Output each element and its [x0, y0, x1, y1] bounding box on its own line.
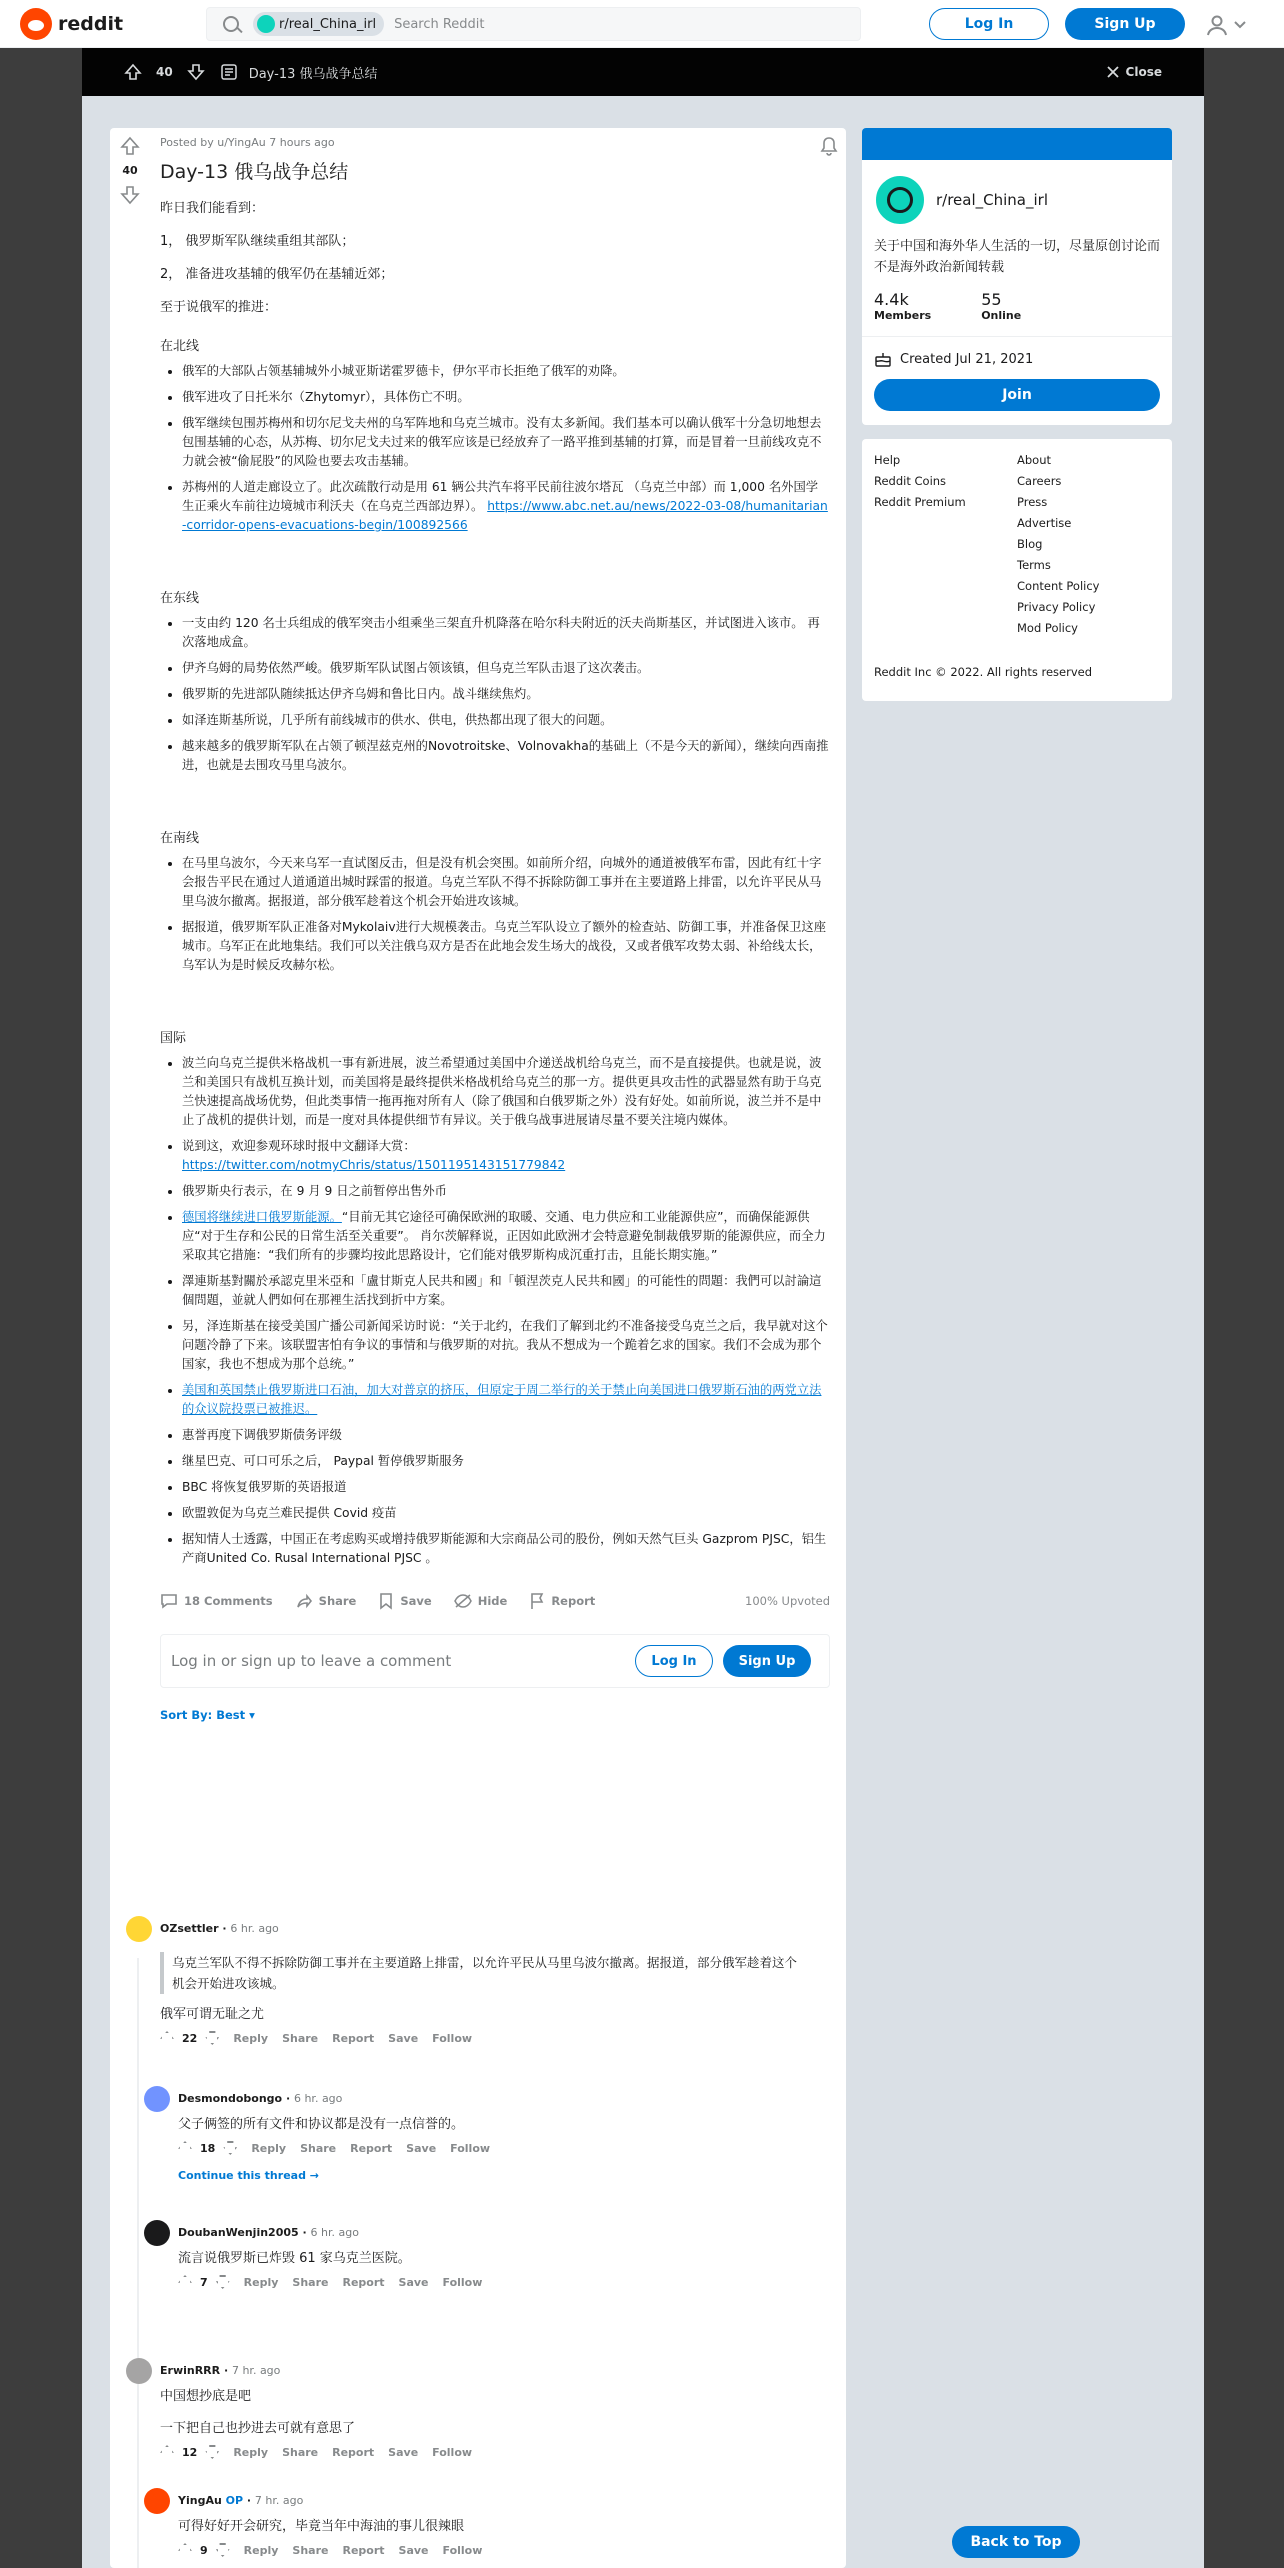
join-button[interactable]: Join	[874, 379, 1160, 411]
created-label: Created Jul 21, 2021	[900, 351, 1034, 367]
avatar[interactable]	[126, 1916, 152, 1942]
upvote-icon[interactable]	[120, 136, 140, 156]
sort-dropdown[interactable]	[160, 1708, 830, 1722]
comment-text: 一下把自己也抄进去可就有意思了	[160, 2421, 356, 2436]
germany-energy-link[interactable]: 德国将继续进口俄罗斯能源。	[182, 1210, 342, 1224]
footer-link[interactable]: About	[1017, 453, 1052, 467]
post-meta: Posted by u/YingAu 7 hours ago	[160, 136, 335, 149]
follow-button[interactable]: Follow	[442, 2275, 483, 2289]
post-topbar	[82, 48, 1204, 96]
intl-list	[182, 1054, 830, 1568]
footer-link[interactable]: Reddit Coins	[874, 474, 947, 488]
comment-text: 中国想抄底是吧	[160, 2389, 252, 2404]
created-date	[862, 337, 1172, 367]
comment-actions	[160, 2445, 810, 2459]
post-paragraph: 昨日我们能看到：	[160, 201, 265, 216]
comments-button[interactable]	[160, 1592, 273, 1610]
comment-text: 流言说俄罗斯已炸毁 61 家乌克兰医院。	[178, 2251, 411, 2266]
post-vote-column	[110, 128, 150, 205]
list-item	[182, 1381, 830, 1419]
avatar[interactable]	[144, 2488, 170, 2514]
copyright: Reddit Inc © 2022. All rights reserved	[874, 665, 1093, 679]
follow-button[interactable]: Follow	[450, 2141, 491, 2155]
community-card	[862, 128, 1172, 425]
save-button[interactable]	[378, 1592, 431, 1610]
comment-time: 6 hr. ago	[310, 2226, 359, 2239]
list-item: • 惠誉再度下调俄罗斯债务评级	[182, 1426, 830, 1445]
comment-quote: 乌克兰军队不得不拆除防御工事并在主要道路上排雷，以允许平民从马里乌波尔撤离。据报道，部分俄军趁着这个机会开始进攻该城。	[160, 1952, 810, 1994]
chip-label: r/real_China_irl	[279, 16, 377, 32]
section-heading-south: 在南线	[160, 831, 200, 846]
comment-score: 7	[200, 2275, 208, 2289]
hide-icon	[454, 1593, 472, 1609]
comment-author[interactable]: DoubanWenjin2005 · 6 hr. ago	[178, 2226, 359, 2239]
username[interactable]: ErwinRRR	[160, 2364, 221, 2377]
comment-actions	[178, 2141, 798, 2155]
report-button[interactable]: Report	[332, 2031, 375, 2045]
footer-card	[862, 439, 1172, 701]
post-paragraph: 至于说俄军的推进：	[160, 300, 278, 315]
comment-score: 18	[200, 2141, 216, 2155]
caret-down-icon: ▾	[249, 1708, 255, 1722]
list-item: • BBC 将恢复俄罗斯的英语报道	[182, 1478, 830, 1497]
footer-links	[862, 439, 1172, 635]
save-button[interactable]: Save	[406, 2141, 437, 2155]
upvote-icon[interactable]	[160, 2445, 174, 2459]
list-item: • 俄罗斯央行表示，在 9 月 9 日之前暂停出售外币	[182, 1182, 830, 1201]
comment-score: 9	[200, 2543, 208, 2557]
avatar[interactable]	[144, 2220, 170, 2246]
members-label: Members	[874, 309, 932, 322]
community-stats	[862, 278, 1172, 337]
upvote-icon[interactable]	[124, 63, 142, 81]
save-label: Save	[400, 1594, 432, 1608]
section-heading-north: 在北线	[160, 339, 200, 354]
post-paragraph: 1， 俄罗斯军队继续重组其部队；	[160, 234, 355, 249]
save-button[interactable]: Save	[388, 2445, 419, 2459]
topbar-title: Day-13 俄乌战争总结	[248, 66, 378, 82]
downvote-icon[interactable]	[187, 63, 205, 81]
footer-link[interactable]: Help	[874, 453, 901, 467]
community-icon[interactable]	[874, 174, 926, 226]
comment-icon	[160, 1592, 178, 1610]
east-list	[182, 614, 830, 775]
comment-author[interactable]: YingAu OP · 7 hr. ago	[178, 2494, 304, 2507]
community-icon	[257, 15, 275, 33]
downvote-icon[interactable]	[223, 2141, 237, 2155]
bookmark-icon	[378, 1592, 394, 1610]
members-count: 4.4k	[874, 290, 909, 309]
upvote-icon[interactable]	[178, 2141, 192, 2155]
downvote-icon[interactable]	[205, 2445, 219, 2459]
community-header	[862, 160, 1172, 226]
close-button[interactable]	[1106, 65, 1162, 79]
list-item: • 伊齐乌姆的局势依然严峻。俄罗斯军队试图占领该镇，但乌克兰军队击退了这次袭击。	[182, 659, 830, 678]
follow-button[interactable]: Follow	[432, 2445, 473, 2459]
list-item: • 据报道，俄罗斯军队正准备对Mykolaiv进行大规模袭击。乌克兰军队设立了额外的检查站、防御工事，并准备保卫这座城市。乌军正在此地集结。我们可以关注俄乌双方是否在此地会发生场大的战役，又或者俄军攻势太弱、补给线太长，乌军认为是时候反攻赫尔松。	[182, 918, 830, 975]
username[interactable]: Desmondobongo	[178, 2092, 283, 2105]
header-signup-button[interactable]: Sign Up	[1065, 8, 1185, 40]
north-list	[182, 362, 830, 535]
comment-login-button[interactable]: Log In	[635, 1645, 713, 1677]
online-label: Online	[981, 309, 1022, 322]
reply-button[interactable]: Reply	[243, 2275, 279, 2289]
upvote-ratio: 100% Upvoted	[745, 1594, 830, 1608]
post-type-icon	[221, 64, 237, 80]
share-label: Share	[318, 1594, 357, 1608]
comment-actions	[160, 2031, 810, 2045]
back-to-top-button[interactable]: Back to Top	[952, 2526, 1080, 2558]
username[interactable]: DoubanWenjin2005	[178, 2226, 299, 2239]
search-input[interactable]: Search Reddit	[394, 16, 485, 32]
reply-button[interactable]: Reply	[233, 2445, 269, 2459]
list-item: • 俄军的大部队占领基辅城外小城亚斯诺霍罗德卡，伊尔平市长拒绝了俄军的劝降。	[182, 362, 830, 381]
follow-button[interactable]: Follow	[442, 2543, 483, 2557]
footer-link[interactable]: Advertise	[1017, 516, 1072, 530]
list-item: • 据知情人士透露，中国正在考虑购买或增持俄罗斯能源和大宗商品公司的股份，例如天然气巨头 Gazprom PJSC，铝生产商United Co. Rusal International PJSC 。	[182, 1530, 830, 1568]
upvote-icon[interactable]	[178, 2275, 192, 2289]
list-item: • 继星巴克、可口可乐之后， Paypal 暂停俄罗斯服务	[182, 1452, 830, 1471]
post-card	[110, 128, 846, 2568]
twitter-link[interactable]: https://twitter.com/notmyChris/status/1501195143151779842	[182, 1158, 566, 1172]
report-label: Report	[551, 1594, 596, 1608]
post-title: Day-13 俄乌战争总结	[160, 161, 349, 183]
comment-score: 22	[182, 2031, 198, 2045]
comment-actions	[178, 2543, 798, 2557]
upvote-icon[interactable]	[178, 2543, 192, 2557]
comment-text: 俄军可谓无耻之尤	[160, 2007, 265, 2022]
list-item: • 一支由约 120 名士兵组成的俄军突击小组乘坐三架直升机降落在哈尔科夫附近的沃夫尚斯基区，并试图进入该市。 再次落地成盒。	[182, 614, 830, 652]
backdrop-right[interactable]	[1204, 48, 1284, 2568]
footer-link[interactable]: Blog	[1017, 537, 1043, 551]
list-item: • 越来越多的俄罗斯军队在占领了顿涅兹克州的Novotroitske、Volnovakha的基础上（不是今天的新闻），继续向西南推进，也就是去围攻马里乌波尔。	[182, 737, 830, 775]
downvote-icon[interactable]	[216, 2543, 230, 2557]
share-button[interactable]: Share	[292, 2543, 329, 2557]
section-heading-intl: 国际	[160, 1031, 187, 1046]
comment-actions	[178, 2275, 798, 2289]
close-label: Close	[1125, 65, 1162, 79]
continue-thread-label: Continue this thread	[178, 2169, 306, 2182]
avatar[interactable]	[144, 2086, 170, 2112]
list-item: • 欧盟敦促为乌克兰难民提供 Covid 疫苗	[182, 1504, 830, 1523]
search-icon	[223, 16, 239, 32]
post-body	[160, 136, 830, 1722]
user-icon	[1206, 14, 1228, 36]
list-item: • 如泽连斯基所说，几乎所有前线城市的供水、供电，供热都出现了很大的问题。	[182, 711, 830, 730]
logo-text: reddit	[58, 12, 124, 35]
reddit-logo[interactable]	[20, 8, 123, 40]
follow-button[interactable]: Follow	[432, 2031, 473, 2045]
comment-text: 可得好好开会研究，毕竟当年中海油的事儿很辣眼	[178, 2519, 465, 2534]
list-item	[182, 1208, 830, 1265]
save-button[interactable]: Save	[398, 2543, 429, 2557]
reply-button[interactable]: Reply	[243, 2543, 279, 2557]
cake-icon	[874, 351, 892, 367]
comment-author[interactable]: ErwinRRR · 7 hr. ago	[160, 2364, 281, 2377]
comments-label: 18 Comments	[184, 1594, 273, 1608]
share-button[interactable]: Share	[282, 2445, 319, 2459]
flag-icon	[529, 1592, 545, 1610]
chevron-down-icon	[1234, 21, 1246, 29]
arrow-right-icon: →	[309, 2169, 320, 2182]
oil-ban-link[interactable]: 美国和英国禁止俄罗斯进口石油，加大对普京的挤压，但原定于周二举行的关于禁止向美国进口俄罗斯石油的两党立法的众议院投票已被推迟。	[182, 1383, 822, 1416]
footer-link[interactable]: Mod Policy	[1017, 621, 1078, 635]
comment-time: 7 hr. ago	[254, 2494, 304, 2507]
list-item: • 澤連斯基對關於承認克里米亞和「盧甘斯克人民共和國」和「頓涅茨克人民共和國」的可能性的問題：我們可以討論這個問題，並就人們如何在那裡生活找到折中方案。	[182, 1272, 830, 1310]
topbar-score: 40	[156, 65, 173, 79]
post-paragraph: 2， 准备进攻基辅的俄军仍在基辅近郊；	[160, 267, 394, 282]
login-prompt: Log in or sign up to leave a comment	[171, 1652, 452, 1670]
reply-button[interactable]: Reply	[233, 2031, 269, 2045]
comment-author[interactable]: OZsettler · 6 hr. ago	[160, 1922, 279, 1935]
community-banner	[862, 128, 1172, 160]
search-bar[interactable]	[206, 7, 861, 41]
list-item: • 另，泽连斯基在接受美国广播公司新闻采访时说：“关于北约，在我们了解到北约不准备接受乌克兰之后，我早就对这个问题冷静了下来。该联盟害怕有争议的事情和与俄罗斯的对抗。我从不想成为一个跪着乞求的国家。我们不会成为那个国家，我也不想成为那个总统。”	[182, 1317, 830, 1374]
save-button[interactable]: Save	[388, 2031, 419, 2045]
user-menu[interactable]	[1206, 14, 1246, 36]
footer-link[interactable]: Terms	[1017, 558, 1051, 572]
save-button[interactable]: Save	[398, 2275, 429, 2289]
share-button[interactable]: Share	[300, 2141, 337, 2155]
footer-link[interactable]: Privacy Policy	[1017, 600, 1096, 614]
report-button[interactable]: Report	[342, 2543, 385, 2557]
comment-text: 父子俩签的所有文件和协议都是没有一点信誉的。	[178, 2117, 465, 2132]
downvote-icon[interactable]	[205, 2031, 219, 2045]
downvote-icon[interactable]	[216, 2275, 230, 2289]
post-actions	[160, 1584, 830, 1618]
report-button[interactable]: Report	[332, 2445, 375, 2459]
upvote-icon[interactable]	[160, 2031, 174, 2045]
avatar[interactable]	[126, 2358, 152, 2384]
list-item: • 俄罗斯的先进部队随续抵达伊齐乌姆和鲁比日内。战斗继续焦灼。	[182, 685, 830, 704]
footer-link[interactable]: Press	[1017, 495, 1048, 509]
share-icon	[295, 1592, 313, 1610]
footer-link[interactable]: Careers	[1017, 474, 1062, 488]
list-item	[182, 478, 830, 535]
footer-link[interactable]: Reddit Premium	[874, 495, 966, 509]
reddit-alien-icon	[20, 8, 52, 40]
list-item: • 波兰向乌克兰提供米格战机一事有新进展，波兰希望通过美国中介递送战机给乌克兰，而不是直接提供。也就是说，波兰和美国只有战机互换计划，而美国将是最终提供米格战机给乌克兰的那一方。提供更具攻击性的武器显然有助于乌克兰快速提高战场优势，但此类事情一拖再拖对所有人（除了俄国和白俄罗斯之外）没有好处。如前所说，波兰并不是中止了战机的提供计划，而是一度对具体提供细节有异议。关于俄乌战事进展请尽量不要关注境内媒体。	[182, 1054, 830, 1130]
list-item: • 俄军继续包围苏梅州和切尔尼戈夫州的乌军阵地和乌克兰城市。没有太多新闻。我们基本可以确认俄军十分急切地想去包围基辅的心态，从苏梅、切尔尼戈夫过来的俄军应该是已经放弃了一路平推到基辅的打算，而是冒着一旦前线攻克不力就会被“偷屁股”的风险也要去攻击基辅。	[182, 414, 830, 471]
hide-button[interactable]	[454, 1593, 508, 1609]
backdrop-left[interactable]	[0, 48, 82, 2568]
comment-time: 6 hr. ago	[293, 2092, 343, 2105]
header-login-button[interactable]: Log In	[929, 8, 1049, 40]
post-score: 40	[122, 164, 138, 177]
sort-label: Sort By: Best	[160, 1708, 246, 1722]
online-count: 55	[981, 290, 1002, 309]
continue-thread-link[interactable]	[178, 2169, 798, 2182]
username[interactable]: OZsettler	[160, 1922, 219, 1935]
share-button[interactable]: Share	[292, 2275, 329, 2289]
online-stat	[981, 290, 1021, 322]
south-list	[182, 854, 830, 975]
comment-time: 7 hr. ago	[231, 2364, 281, 2377]
downvote-icon[interactable]	[120, 185, 140, 205]
list-item-text: “目前无其它途径可确保欧洲的取暖、交通、电力供应和工业能源供应”，而确保能源供应“对于生存和公民的日常生活至关重要”。 肖尔茨解释说，正因如此欧洲才会特意避免制裁俄罗斯的能源供应，而全力采取其它措施：“我们所有的步骤均按此思路设计，它们能对俄罗斯构成沉重打击，且能长期实施。”	[182, 1210, 826, 1262]
list-item-text: 说到这，欢迎参观环球时报中文翻译大赏：	[182, 1139, 416, 1153]
list-item	[182, 1137, 830, 1175]
comment-score: 12	[182, 2445, 198, 2459]
list-item-text: 苏梅州的人道走廊设立了。此次疏散行动是用 61 辆公共汽车将平民前往波尔塔瓦 （乌克兰中部）而 1,000 名外国学生正乘火车前往边境城市利沃夫（在乌克兰西部边界）。	[182, 480, 819, 513]
hide-label: Hide	[477, 1594, 508, 1608]
members-stat	[874, 290, 931, 322]
list-item: • 在马里乌波尔，今天来乌军一直试图反击，但是没有机会突围。如前所介绍，向城外的通道被俄军布雷，因此有红十字会报告平民在通过人道通道出城时踩雷的报道。乌克兰军队不得不拆除防御工事并在主要道路上排雷，以允许平民从马里乌波尔撤离。据报道，部分俄军趁着这个机会开始进攻该城。	[182, 854, 830, 911]
sidebar	[862, 128, 1172, 715]
community-name[interactable]: r/real_China_irl	[936, 191, 1048, 209]
username[interactable]: YingAu	[178, 2494, 222, 2507]
reply-button[interactable]: Reply	[251, 2141, 287, 2155]
thread-line[interactable]	[137, 1958, 139, 2568]
share-button[interactable]	[295, 1592, 357, 1610]
op-badge: OP	[225, 2494, 244, 2507]
top-header	[0, 0, 1284, 48]
section-heading-east: 在东线	[160, 591, 200, 606]
news-link[interactable]: https://www.abc.net.au/news/2022-03-08/humanitarian-corridor-opens-evacuations-begin/100892566	[182, 499, 828, 532]
footer-link[interactable]: Content Policy	[1017, 579, 1100, 593]
report-button[interactable]: Report	[350, 2141, 393, 2155]
list-item: • 俄军进攻了日托米尔（Zhytomyr），具体伤亡不明。	[182, 388, 830, 407]
community-description: 关于中国和海外华人生活的一切，尽量原创讨论而不是海外政治新闻转载	[874, 239, 1161, 275]
comment-signup-button[interactable]: Sign Up	[723, 1645, 811, 1677]
close-icon	[1106, 65, 1120, 79]
report-button[interactable]	[529, 1592, 595, 1610]
community-glyph	[887, 187, 913, 213]
comment-time: 6 hr. ago	[230, 1922, 279, 1935]
comment-login-box	[160, 1634, 830, 1688]
share-button[interactable]: Share	[282, 2031, 319, 2045]
report-button[interactable]: Report	[342, 2275, 385, 2289]
comment-author[interactable]: Desmondobongo · 6 hr. ago	[178, 2092, 343, 2105]
community-chip[interactable]	[253, 12, 384, 36]
